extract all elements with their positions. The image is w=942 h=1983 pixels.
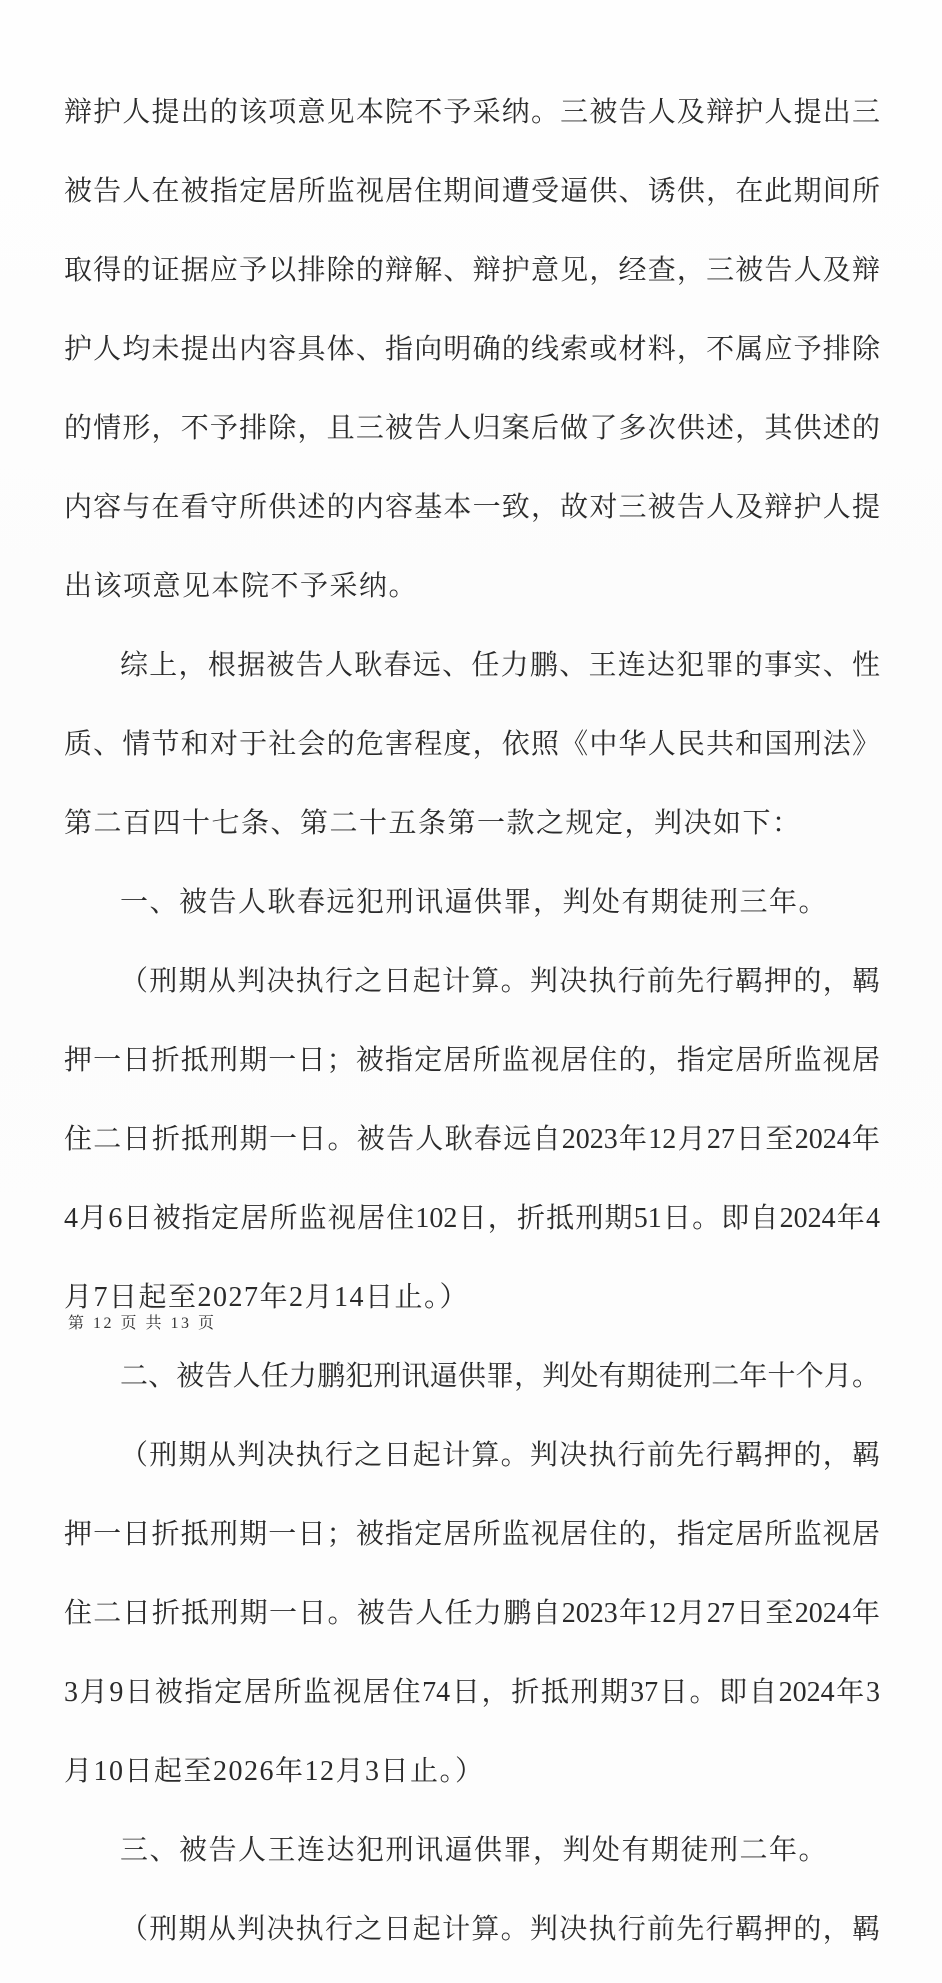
text-line: （刑期从判决执行之日起计算。判决执行前先行羁押的，羁: [120, 1440, 880, 1471]
text-line: 4月6日被指定居所监视居住102日，折抵刑期51日。即自2024年4: [64, 1203, 880, 1234]
text-line: 第二百四十七条、第二十五条第一款之规定，判决如下：: [64, 808, 802, 839]
text-line: 押一日折抵刑期一日；被指定居所监视居住的，指定居所监视居: [64, 1519, 880, 1550]
text-line: 三、被告人王连达犯刑讯逼供罪，判处有期徒刑二年。: [120, 1835, 829, 1866]
text-line: 月7日起至2027年2月14日止。）: [64, 1282, 470, 1313]
text-line: 月10日起至2026年12月3日止。）: [64, 1756, 485, 1787]
text-line: 出该项意见本院不予采纳。: [64, 571, 419, 602]
text-line: 住二日折抵刑期一日。被告人耿春远自2023年12月27日至2024年: [64, 1124, 880, 1155]
text-line: 一、被告人耿春远犯刑讯逼供罪，判处有期徒刑三年。: [120, 887, 829, 918]
text-line: 综上，根据被告人耿春远、任力鹏、王连达犯罪的事实、性: [120, 650, 880, 681]
text-line: 内容与在看守所供述的内容基本一致，故对三被告人及辩护人提: [64, 492, 880, 523]
text-line: 被告人在被指定居所监视居住期间遭受逼供、诱供，在此期间所: [64, 176, 880, 207]
text-line: （刑期从判决执行之日起计算。判决执行前先行羁押的，羁: [120, 1914, 880, 1945]
page-footer: [68, 1312, 217, 1336]
text-line: 二、被告人任力鹏犯刑讯逼供罪，判处有期徒刑二年十个月。: [120, 1361, 880, 1392]
text-line: （刑期从判决执行之日起计算。判决执行前先行羁押的，羁: [120, 966, 880, 997]
text-line: 质、情节和对于社会的危害程度，依照《中华人民共和国刑法》: [64, 729, 880, 760]
page-number-label: 第 12 页 共 13 页: [68, 1315, 217, 1332]
text-line: 护人均未提出内容具体、指向明确的线索或材料，不属应予排除: [64, 334, 880, 365]
text-line: 取得的证据应予以排除的辩解、辩护意见，经查，三被告人及辩: [64, 255, 880, 286]
text-line: 押一日折抵刑期一日；被指定居所监视居住的，指定居所监视居: [64, 1045, 880, 1076]
text-line: 辩护人提出的该项意见本院不予采纳。三被告人及辩护人提出三: [64, 97, 880, 128]
text-line: 住二日折抵刑期一日。被告人任力鹏自2023年12月27日至2024年: [64, 1598, 880, 1629]
judgment-body-text: [64, 59, 880, 1983]
text-line: 的情形，不予排除，且三被告人归案后做了多次供述，其供述的: [64, 413, 880, 444]
text-line: 3月9日被指定居所监视居住74日，折抵刑期37日。即自2024年3: [64, 1677, 880, 1708]
